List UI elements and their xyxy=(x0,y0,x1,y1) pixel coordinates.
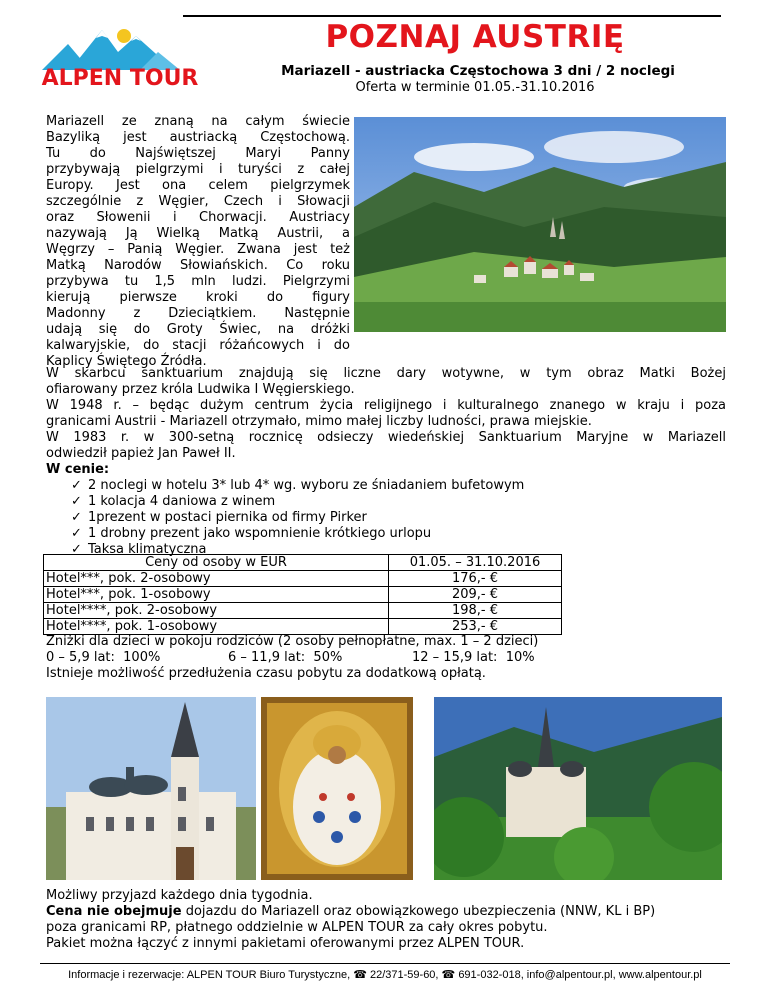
city-rights-paragraph: W 1948 r. – będąc dużym centrum życia religijnego i kulturalnego znanego w kraju i poza granicami Austrii - Mariazell otrzymało, mimo małej liczby ludności, prawa miejskie. xyxy=(46,398,726,429)
intro-line: przybywają pielgrzymi i turyści z całej xyxy=(46,162,350,177)
svg-text:ALPEN TOUR: ALPEN TOUR xyxy=(41,66,199,91)
included-item: ✓ 1prezent w postaci piernika od firmy Pirker xyxy=(71,510,367,525)
phone-icon: ☎ xyxy=(353,969,367,981)
footer-rule xyxy=(40,963,730,964)
header-rule xyxy=(183,15,721,17)
intro-line: oraz Słowenii i Chorwacji. Austriacy xyxy=(46,210,350,225)
price-table xyxy=(43,554,562,635)
page-subtitle: Mariazell - austriacka Częstochowa 3 dni / 2 noclegi xyxy=(281,63,675,79)
included-item: ✓ 2 noclegi w hotelu 3* lub 4* wg. wyboru ze śniadaniem bufetowym xyxy=(71,478,525,493)
price-header-label: Ceny od osoby w EUR xyxy=(44,555,389,571)
intro-line: Kaplicy Świętego Źródła. xyxy=(46,354,207,369)
child-discount-note: Zniżki dla dzieci w pokoju rodziców (2 osoby pełnopłatne, max. 1 – 2 dzieci) xyxy=(46,634,539,649)
intro-line: szczególnie z Węgier, Czech i Słowacji xyxy=(46,194,350,209)
footer-contact: Informacje i rezerwacje: ALPEN TOUR Biuro Turystyczne, ☎ 22/371-59-60, ☎ 691-032-018, info@alpentour.pl, www.alpentour.pl xyxy=(68,969,702,981)
included-heading: W cenie: xyxy=(46,462,110,477)
mariazell-valley-photo xyxy=(354,117,726,332)
footer-phone-1[interactable]: 22/371-59-60, xyxy=(369,969,439,981)
price-room-type: Hotel***, pok. 2-osobowy xyxy=(44,571,389,587)
intro-line: Węgrzy – Panią Węgier. Zwana jest też xyxy=(46,242,350,257)
intro-line: przybywa tu 1,5 mln ludzi. Pielgrzymi xyxy=(46,274,350,289)
intro-paragraph xyxy=(46,114,350,370)
checkmark-icon: ✓ xyxy=(71,478,82,493)
checkmark-icon: ✓ xyxy=(71,510,82,525)
exclusions-label: Cena nie obejmuje xyxy=(46,904,182,919)
basilica-photo xyxy=(46,697,256,880)
intro-line: Matką Narodów Słowiańskich. Co roku xyxy=(46,258,350,273)
intro-line: Bazyliką jest austriacką Częstochową. xyxy=(46,130,350,145)
offer-period: Oferta w terminie 01.05.-31.10.2016 xyxy=(355,80,595,95)
footer-phone-2[interactable]: 691-032-018, info@alpentour.pl, www.alpentour.pl xyxy=(458,969,702,981)
price-value: 176,- € xyxy=(389,571,562,587)
price-row xyxy=(44,619,562,635)
discount-tier-2: 6 – 11,9 lat: 50% xyxy=(228,650,343,665)
price-room-type: Hotel****, pok. 2-osobowy xyxy=(44,603,389,619)
price-row xyxy=(44,571,562,587)
price-room-type: Hotel****, pok. 1-osobowy xyxy=(44,619,389,635)
included-item: ✓ 1 drobny prezent jako wspomnienie krótkiego urlopu xyxy=(71,526,432,541)
checkmark-icon: ✓ xyxy=(71,494,82,509)
intro-line: Tu do Najświętszej Maryi Panny xyxy=(46,146,350,161)
extension-note: Istnieje możliwość przedłużenia czasu pobytu za dodatkową opłatą. xyxy=(46,666,486,681)
intro-line: nazywają Ją Wielką Matką Austrii, a xyxy=(46,226,350,241)
page-title: POZNAJ AUSTRIĘ xyxy=(325,19,625,55)
intro-line: Madonny z Dzieciątkiem. Następnie xyxy=(46,306,350,321)
included-list xyxy=(46,478,524,558)
price-value: 209,- € xyxy=(389,587,562,603)
included-item: ✓ 1 kolacja 4 daniowa z winem xyxy=(71,494,276,509)
intro-line: kierują pierwsze kroki do figury xyxy=(46,290,350,305)
exclusions-note: Cena nie obejmuje dojazdu do Mariazell oraz obowiązkowego ubezpieczenia (NNW, KL i BP) xyxy=(46,904,656,919)
alpen-tour-logo[interactable] xyxy=(40,22,205,94)
basilica-hills-photo xyxy=(434,697,722,880)
madonna-statue-photo xyxy=(261,697,413,880)
intro-line: Europy. Jest ona celem pielgrzymek xyxy=(46,178,350,193)
price-value: 253,- € xyxy=(389,619,562,635)
checkmark-icon: ✓ xyxy=(71,542,82,557)
intro-line: kalwaryjskie, do stacji różańcowych i do xyxy=(46,338,350,353)
intro-line: udają się do Groty Świec, na dróżki xyxy=(46,322,350,337)
pope-visit-paragraph: W 1983 r. w 300-setną rocznicę odsieczy wiedeńskiej Sanktuarium Maryjne w Mariazell odwiedził papież Jan Paweł II. xyxy=(46,430,726,461)
discount-tier-1: 0 – 5,9 lat: 100% xyxy=(46,650,161,665)
daily-arrival-note: Możliwy przyjazd każdego dnia tygodnia. xyxy=(46,888,313,903)
included-item: ✓ Taksa klimatyczna xyxy=(71,542,207,557)
price-room-type: Hotel***, pok. 1-osobowy xyxy=(44,587,389,603)
exclusions-note-cont: poza granicami RP, płatnego oddzielnie w ALPEN TOUR za cały okres pobytu. xyxy=(46,920,548,935)
price-row xyxy=(44,587,562,603)
treasury-paragraph: W skarbcu sanktuarium znajdują się liczne dary wotywne, w tym obraz Matki Bożej ofiarowany przez króla Ludwika I Węgierskiego. xyxy=(46,366,726,397)
price-table-header xyxy=(44,555,562,571)
price-header-period: 01.05. – 31.10.2016 xyxy=(389,555,562,571)
intro-line: Mariazell ze znaną na całym świecie xyxy=(46,114,350,129)
discount-tier-3: 12 – 15,9 lat: 10% xyxy=(412,650,535,665)
package-combine-note: Pakiet można łączyć z innymi pakietami oferowanymi przez ALPEN TOUR. xyxy=(46,936,525,951)
mobile-phone-icon: ☎ xyxy=(441,969,456,981)
price-value: 198,- € xyxy=(389,603,562,619)
mountains-icon xyxy=(40,22,205,94)
checkmark-icon: ✓ xyxy=(71,526,82,541)
price-row xyxy=(44,603,562,619)
